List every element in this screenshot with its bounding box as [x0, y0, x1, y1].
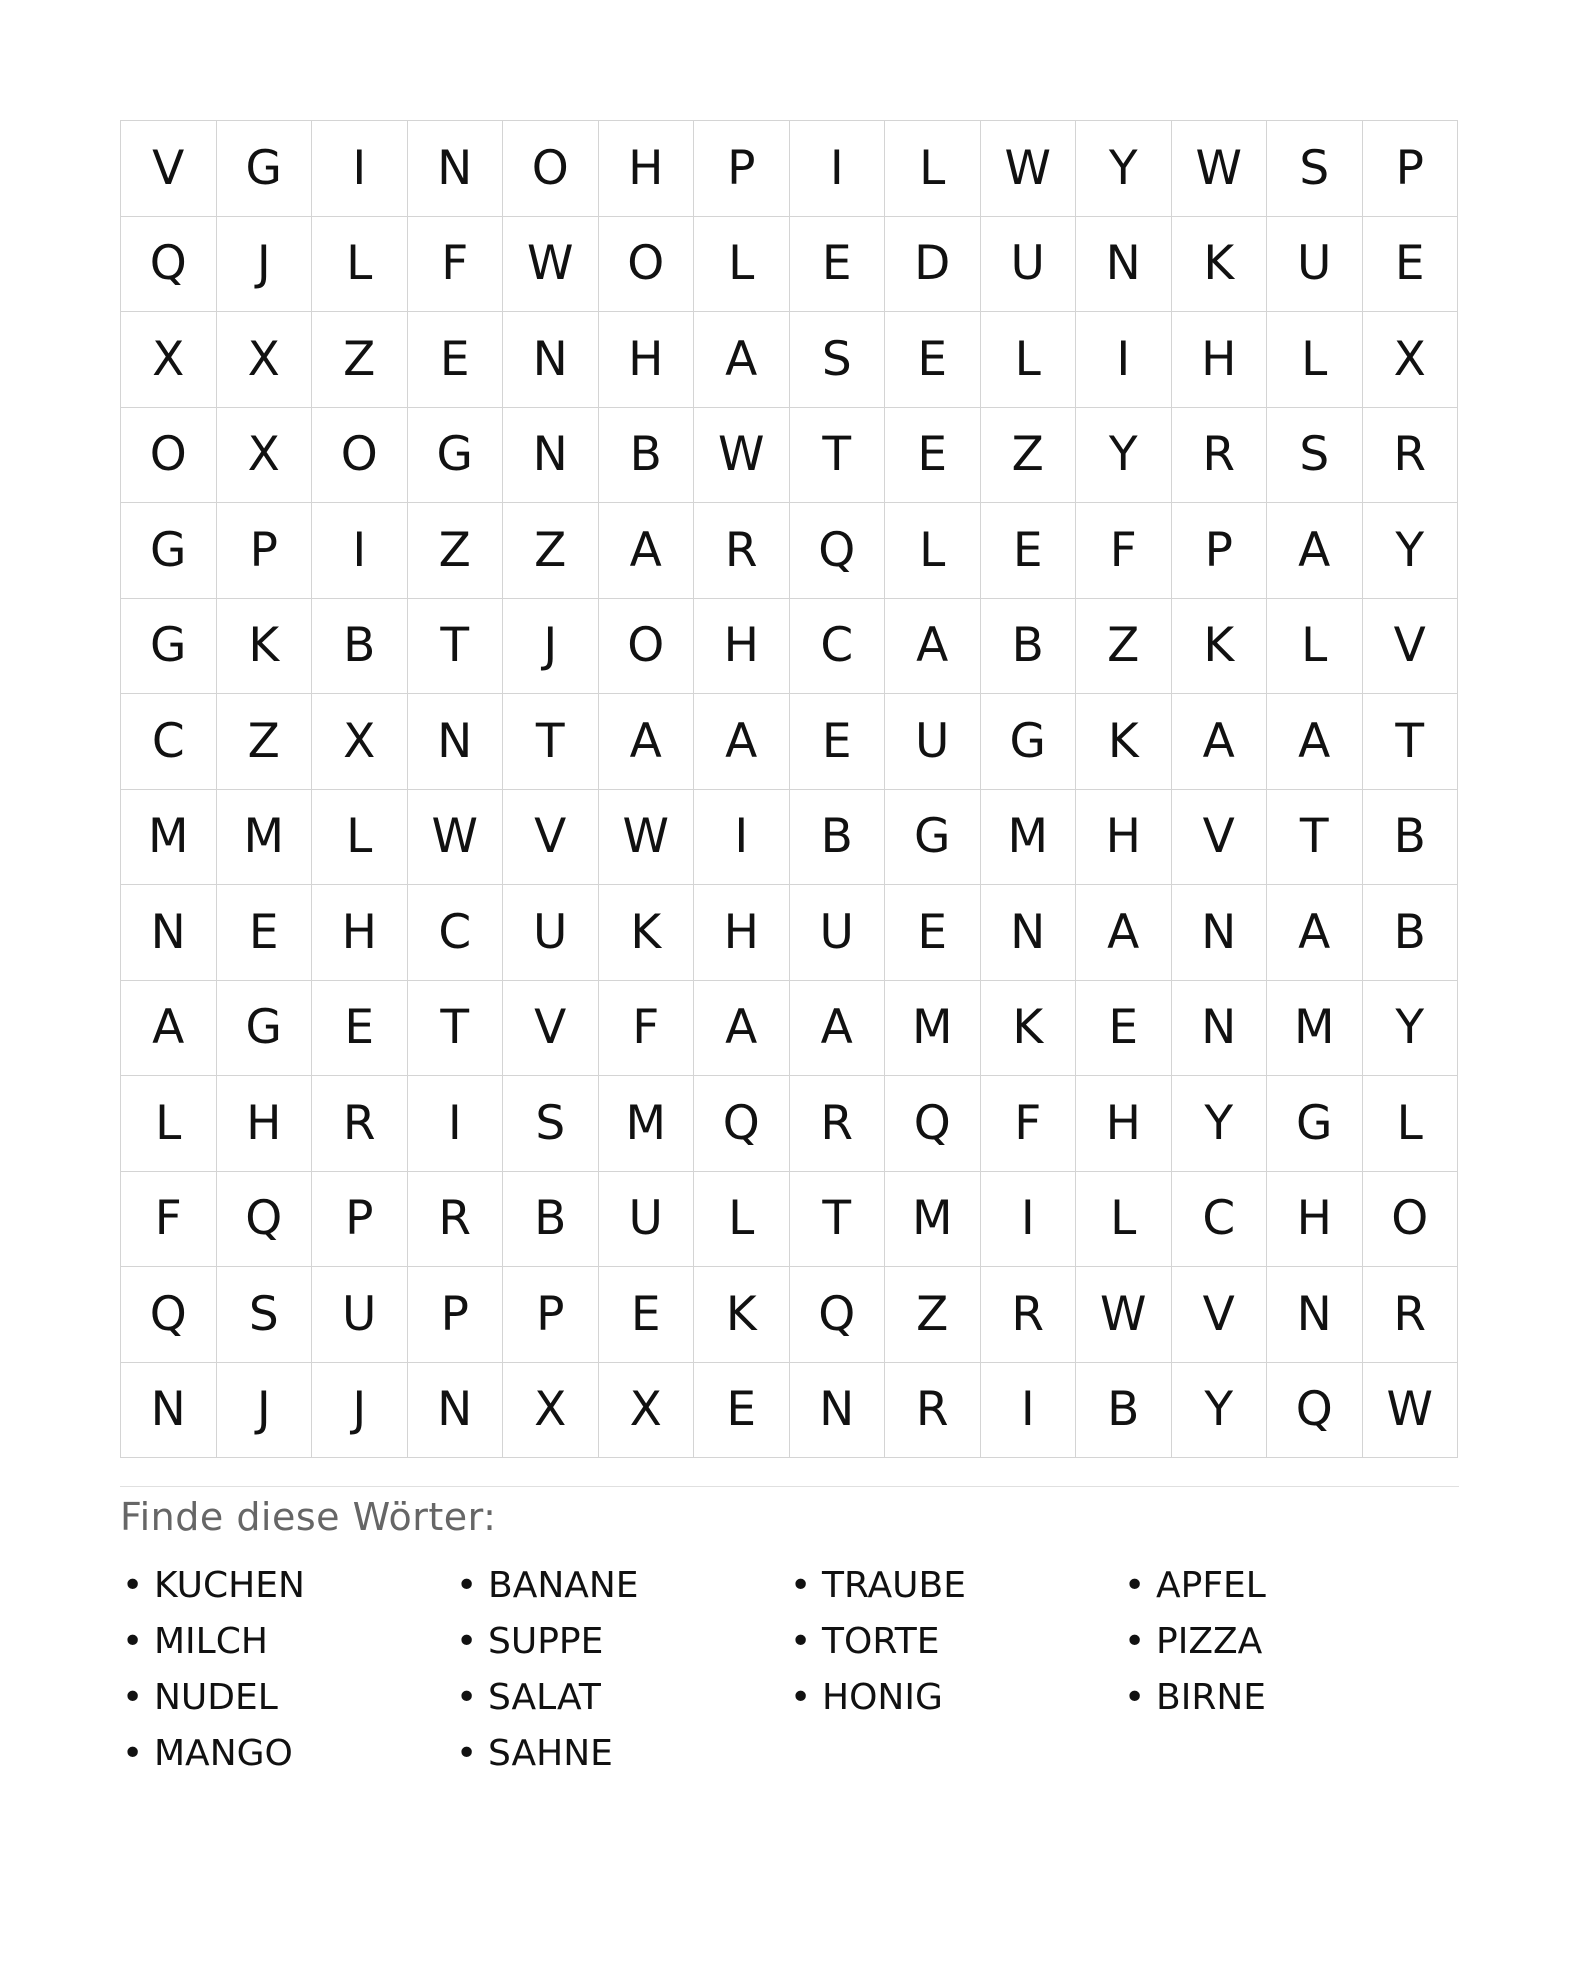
- word-label: BIRNE: [1156, 1676, 1267, 1718]
- grid-cell[interactable]: S: [790, 312, 886, 408]
- word-list-item: [1122, 1613, 1456, 1669]
- bullet-icon: •: [122, 1620, 144, 1662]
- grid-cell[interactable]: C: [790, 599, 886, 695]
- grid-cell[interactable]: L: [694, 217, 790, 313]
- grid-cell[interactable]: Q: [885, 1076, 981, 1172]
- grid-cell[interactable]: Z: [503, 503, 599, 599]
- grid-cell[interactable]: O: [1363, 1172, 1459, 1268]
- word-search-page: [120, 120, 1460, 1781]
- grid-cell[interactable]: N: [503, 408, 599, 504]
- grid-cell[interactable]: H: [599, 121, 695, 217]
- grid-cell[interactable]: P: [1172, 503, 1268, 599]
- grid-cell[interactable]: H: [1076, 1076, 1172, 1172]
- grid-cell[interactable]: V: [503, 981, 599, 1077]
- grid-cell[interactable]: L: [121, 1076, 217, 1172]
- grid-cell[interactable]: X: [1363, 312, 1459, 408]
- grid-cell[interactable]: G: [121, 599, 217, 695]
- grid-cell[interactable]: I: [312, 503, 408, 599]
- grid-cell[interactable]: Z: [981, 408, 1077, 504]
- bullet-icon: •: [122, 1564, 144, 1606]
- bullet-icon: •: [456, 1732, 478, 1774]
- grid-cell[interactable]: E: [408, 312, 504, 408]
- grid-cell[interactable]: E: [312, 981, 408, 1077]
- grid-cell[interactable]: U: [981, 217, 1077, 313]
- grid-cell[interactable]: K: [1172, 217, 1268, 313]
- bullet-icon: •: [456, 1620, 478, 1662]
- grid-cell[interactable]: I: [981, 1172, 1077, 1268]
- word-label: PIZZA: [1156, 1620, 1263, 1662]
- divider: [120, 1486, 1459, 1487]
- grid-cell[interactable]: P: [503, 1267, 599, 1363]
- grid-cell[interactable]: L: [312, 790, 408, 886]
- word-label: SAHNE: [488, 1732, 613, 1774]
- grid-cell[interactable]: R: [408, 1172, 504, 1268]
- grid-cell[interactable]: V: [121, 121, 217, 217]
- grid-cell[interactable]: E: [790, 217, 886, 313]
- grid-cell[interactable]: H: [217, 1076, 313, 1172]
- grid-cell[interactable]: N: [1172, 981, 1268, 1077]
- grid-cell[interactable]: G: [217, 121, 313, 217]
- grid-cell[interactable]: B: [312, 599, 408, 695]
- grid-cell[interactable]: N: [981, 885, 1077, 981]
- grid-cell[interactable]: W: [408, 790, 504, 886]
- grid-cell[interactable]: I: [1076, 312, 1172, 408]
- grid-cell[interactable]: H: [1076, 790, 1172, 886]
- bullet-icon: •: [1124, 1676, 1146, 1718]
- grid-cell[interactable]: T: [790, 408, 886, 504]
- grid-cell[interactable]: W: [1172, 121, 1268, 217]
- word-list-item: [120, 1669, 454, 1725]
- grid-cell[interactable]: P: [408, 1267, 504, 1363]
- word-label: SUPPE: [488, 1620, 604, 1662]
- word-list-item: [454, 1669, 788, 1725]
- grid-cell[interactable]: X: [599, 1363, 695, 1459]
- grid-cell[interactable]: Y: [1076, 121, 1172, 217]
- grid-cell[interactable]: B: [503, 1172, 599, 1268]
- grid-cell[interactable]: S: [1267, 408, 1363, 504]
- word-label: KUCHEN: [154, 1564, 305, 1606]
- grid-cell[interactable]: N: [121, 885, 217, 981]
- word-list-item: [454, 1725, 788, 1781]
- grid-cell[interactable]: H: [694, 885, 790, 981]
- grid-cell[interactable]: U: [312, 1267, 408, 1363]
- grid-cell[interactable]: M: [1267, 981, 1363, 1077]
- grid-cell[interactable]: Q: [121, 217, 217, 313]
- grid-cell[interactable]: O: [503, 121, 599, 217]
- grid-cell[interactable]: M: [599, 1076, 695, 1172]
- grid-cell[interactable]: J: [312, 1363, 408, 1459]
- grid-cell[interactable]: J: [503, 599, 599, 695]
- grid-cell[interactable]: F: [408, 217, 504, 313]
- grid-cell[interactable]: F: [1076, 503, 1172, 599]
- grid-cell[interactable]: O: [312, 408, 408, 504]
- grid-cell[interactable]: M: [885, 981, 981, 1077]
- grid-cell[interactable]: L: [694, 1172, 790, 1268]
- grid-cell[interactable]: V: [503, 790, 599, 886]
- grid-cell[interactable]: A: [1267, 503, 1363, 599]
- grid-cell[interactable]: N: [1076, 217, 1172, 313]
- word-list-item: [788, 1613, 1122, 1669]
- grid-cell[interactable]: Z: [217, 694, 313, 790]
- word-list-item: [454, 1557, 788, 1613]
- grid-cell[interactable]: A: [694, 981, 790, 1077]
- grid-cell[interactable]: I: [408, 1076, 504, 1172]
- grid-cell[interactable]: H: [1267, 1172, 1363, 1268]
- grid-cell[interactable]: U: [599, 1172, 695, 1268]
- grid-cell[interactable]: C: [121, 694, 217, 790]
- word-list: [120, 1557, 1460, 1781]
- grid-cell[interactable]: R: [1363, 408, 1459, 504]
- grid-cell[interactable]: A: [599, 694, 695, 790]
- grid-cell[interactable]: U: [790, 885, 886, 981]
- grid-cell[interactable]: A: [790, 981, 886, 1077]
- grid-cell[interactable]: E: [1076, 981, 1172, 1077]
- bullet-icon: •: [456, 1564, 478, 1606]
- grid-cell[interactable]: W: [503, 217, 599, 313]
- grid-cell[interactable]: L: [1267, 599, 1363, 695]
- grid-cell[interactable]: O: [599, 217, 695, 313]
- word-list-item: [1122, 1557, 1456, 1613]
- grid-cell[interactable]: R: [981, 1267, 1077, 1363]
- grid-cell[interactable]: K: [694, 1267, 790, 1363]
- grid-cell[interactable]: K: [217, 599, 313, 695]
- bullet-icon: •: [1124, 1564, 1146, 1606]
- grid-cell[interactable]: M: [121, 790, 217, 886]
- word-list-item: [120, 1557, 454, 1613]
- grid-cell[interactable]: K: [1076, 694, 1172, 790]
- grid-cell[interactable]: C: [1172, 1172, 1268, 1268]
- grid-cell[interactable]: V: [1172, 790, 1268, 886]
- grid-cell[interactable]: F: [599, 981, 695, 1077]
- grid-cell[interactable]: H: [1172, 312, 1268, 408]
- grid-cell[interactable]: D: [885, 217, 981, 313]
- word-label: APFEL: [1156, 1564, 1266, 1606]
- word-list-item: [120, 1725, 454, 1781]
- grid-cell[interactable]: Y: [1172, 1076, 1268, 1172]
- grid-cell[interactable]: O: [599, 599, 695, 695]
- grid-cell[interactable]: E: [885, 885, 981, 981]
- grid-cell[interactable]: P: [217, 503, 313, 599]
- grid-cell[interactable]: Y: [1363, 981, 1459, 1077]
- grid-cell[interactable]: A: [694, 312, 790, 408]
- grid-cell[interactable]: L: [1267, 312, 1363, 408]
- grid-cell[interactable]: T: [1363, 694, 1459, 790]
- word-list-item: [788, 1669, 1122, 1725]
- grid-cell[interactable]: E: [885, 408, 981, 504]
- grid-cell[interactable]: X: [121, 312, 217, 408]
- grid-cell[interactable]: P: [312, 1172, 408, 1268]
- grid-cell[interactable]: E: [885, 312, 981, 408]
- grid-cell[interactable]: E: [790, 694, 886, 790]
- grid-cell[interactable]: K: [1172, 599, 1268, 695]
- grid-cell[interactable]: E: [694, 1363, 790, 1459]
- grid-cell[interactable]: N: [121, 1363, 217, 1459]
- bullet-icon: •: [122, 1676, 144, 1718]
- word-list-item: [788, 1557, 1122, 1613]
- grid-cell[interactable]: N: [503, 312, 599, 408]
- grid-cell[interactable]: J: [217, 217, 313, 313]
- grid-cell[interactable]: K: [981, 981, 1077, 1077]
- grid-cell[interactable]: Q: [217, 1172, 313, 1268]
- grid-cell[interactable]: Q: [790, 1267, 886, 1363]
- grid-cell[interactable]: R: [312, 1076, 408, 1172]
- bullet-icon: •: [122, 1732, 144, 1774]
- bullet-icon: •: [456, 1676, 478, 1718]
- grid-cell[interactable]: N: [1267, 1267, 1363, 1363]
- grid-cell[interactable]: V: [1363, 599, 1459, 695]
- word-label: BANANE: [488, 1564, 639, 1606]
- grid-cell[interactable]: Z: [1076, 599, 1172, 695]
- grid-cell[interactable]: R: [694, 503, 790, 599]
- grid-cell[interactable]: G: [121, 503, 217, 599]
- grid-cell[interactable]: R: [790, 1076, 886, 1172]
- grid-cell[interactable]: Q: [1267, 1363, 1363, 1459]
- grid-cell[interactable]: E: [981, 503, 1077, 599]
- grid-cell[interactable]: B: [599, 408, 695, 504]
- bullet-icon: •: [1124, 1620, 1146, 1662]
- grid-cell[interactable]: Z: [408, 503, 504, 599]
- grid-cell[interactable]: W: [1363, 1363, 1459, 1459]
- grid-cell[interactable]: I: [312, 121, 408, 217]
- grid-cell[interactable]: H: [599, 312, 695, 408]
- grid-cell[interactable]: T: [408, 599, 504, 695]
- word-label: MANGO: [154, 1732, 293, 1774]
- grid-cell[interactable]: J: [217, 1363, 313, 1459]
- word-label: SALAT: [488, 1676, 601, 1718]
- word-list-item: [454, 1613, 788, 1669]
- grid-cell[interactable]: G: [885, 790, 981, 886]
- grid-cell[interactable]: I: [694, 790, 790, 886]
- grid-cell[interactable]: L: [1076, 1172, 1172, 1268]
- grid-cell[interactable]: A: [121, 981, 217, 1077]
- grid-cell[interactable]: G: [1267, 1076, 1363, 1172]
- grid-cell[interactable]: I: [790, 121, 886, 217]
- grid-cell[interactable]: L: [1363, 1076, 1459, 1172]
- grid-cell[interactable]: A: [1076, 885, 1172, 981]
- grid-cell[interactable]: S: [503, 1076, 599, 1172]
- grid-cell[interactable]: E: [599, 1267, 695, 1363]
- bullet-icon: •: [790, 1620, 812, 1662]
- grid-cell[interactable]: U: [885, 694, 981, 790]
- grid-cell[interactable]: Q: [121, 1267, 217, 1363]
- grid-cell[interactable]: N: [408, 1363, 504, 1459]
- grid-cell[interactable]: W: [694, 408, 790, 504]
- grid-cell[interactable]: L: [981, 312, 1077, 408]
- grid-cell[interactable]: E: [217, 885, 313, 981]
- grid-cell[interactable]: X: [217, 408, 313, 504]
- grid-cell[interactable]: N: [1172, 885, 1268, 981]
- grid-cell[interactable]: A: [1267, 694, 1363, 790]
- grid-cell[interactable]: B: [1363, 885, 1459, 981]
- word-list-title: Finde diese Wörter:: [120, 1495, 497, 1539]
- grid-cell[interactable]: X: [503, 1363, 599, 1459]
- word-list-item: [120, 1613, 454, 1669]
- grid-cell[interactable]: V: [1172, 1267, 1268, 1363]
- grid-cell[interactable]: L: [885, 121, 981, 217]
- grid-cell[interactable]: E: [1363, 217, 1459, 313]
- grid-cell[interactable]: T: [503, 694, 599, 790]
- grid-cell[interactable]: P: [1363, 121, 1459, 217]
- word-list-item: [1122, 1669, 1456, 1725]
- grid-cell[interactable]: Y: [1076, 408, 1172, 504]
- grid-cell[interactable]: R: [1363, 1267, 1459, 1363]
- grid-cell[interactable]: F: [981, 1076, 1077, 1172]
- grid-cell[interactable]: Y: [1363, 503, 1459, 599]
- grid-cell[interactable]: A: [1172, 694, 1268, 790]
- grid-cell[interactable]: M: [981, 790, 1077, 886]
- grid-cell[interactable]: L: [312, 217, 408, 313]
- grid-cell[interactable]: M: [217, 790, 313, 886]
- grid-cell[interactable]: A: [885, 599, 981, 695]
- grid-cell[interactable]: W: [1076, 1267, 1172, 1363]
- grid-cell[interactable]: B: [790, 790, 886, 886]
- grid-cell[interactable]: H: [312, 885, 408, 981]
- grid-cell[interactable]: X: [217, 312, 313, 408]
- grid-cell[interactable]: W: [599, 790, 695, 886]
- grid-cell[interactable]: N: [408, 694, 504, 790]
- grid-cell[interactable]: T: [1267, 790, 1363, 886]
- bullet-icon: •: [790, 1676, 812, 1718]
- grid-cell[interactable]: N: [408, 121, 504, 217]
- grid-cell[interactable]: S: [217, 1267, 313, 1363]
- grid-cell[interactable]: R: [1172, 408, 1268, 504]
- grid-cell[interactable]: O: [121, 408, 217, 504]
- grid-cell[interactable]: S: [1267, 121, 1363, 217]
- word-label: HONIG: [822, 1676, 943, 1718]
- grid-cell[interactable]: B: [1363, 790, 1459, 886]
- grid-cell[interactable]: B: [981, 599, 1077, 695]
- grid-cell[interactable]: B: [1076, 1363, 1172, 1459]
- letter-grid: [120, 120, 1458, 1458]
- word-label: TORTE: [822, 1620, 940, 1662]
- grid-cell[interactable]: I: [981, 1363, 1077, 1459]
- grid-cell[interactable]: Q: [790, 503, 886, 599]
- grid-cell[interactable]: R: [885, 1363, 981, 1459]
- grid-cell[interactable]: G: [408, 408, 504, 504]
- word-label: TRAUBE: [822, 1564, 966, 1606]
- grid-cell[interactable]: T: [408, 981, 504, 1077]
- grid-cell[interactable]: A: [1267, 885, 1363, 981]
- grid-cell[interactable]: W: [981, 121, 1077, 217]
- grid-cell[interactable]: H: [694, 599, 790, 695]
- word-label: MILCH: [154, 1620, 268, 1662]
- grid-cell[interactable]: M: [885, 1172, 981, 1268]
- grid-cell[interactable]: C: [408, 885, 504, 981]
- grid-cell[interactable]: F: [121, 1172, 217, 1268]
- grid-cell[interactable]: X: [312, 694, 408, 790]
- grid-cell[interactable]: A: [599, 503, 695, 599]
- grid-cell[interactable]: Z: [312, 312, 408, 408]
- grid-cell[interactable]: U: [503, 885, 599, 981]
- grid-cell[interactable]: Y: [1172, 1363, 1268, 1459]
- grid-cell[interactable]: G: [981, 694, 1077, 790]
- grid-cell[interactable]: Q: [694, 1076, 790, 1172]
- bullet-icon: •: [790, 1564, 812, 1606]
- grid-cell[interactable]: G: [217, 981, 313, 1077]
- grid-cell[interactable]: K: [599, 885, 695, 981]
- grid-cell[interactable]: T: [790, 1172, 886, 1268]
- grid-cell[interactable]: A: [694, 694, 790, 790]
- grid-cell[interactable]: Z: [885, 1267, 981, 1363]
- grid-cell[interactable]: N: [790, 1363, 886, 1459]
- word-label: NUDEL: [154, 1676, 278, 1718]
- grid-cell[interactable]: U: [1267, 217, 1363, 313]
- grid-cell[interactable]: P: [694, 121, 790, 217]
- grid-cell[interactable]: L: [885, 503, 981, 599]
